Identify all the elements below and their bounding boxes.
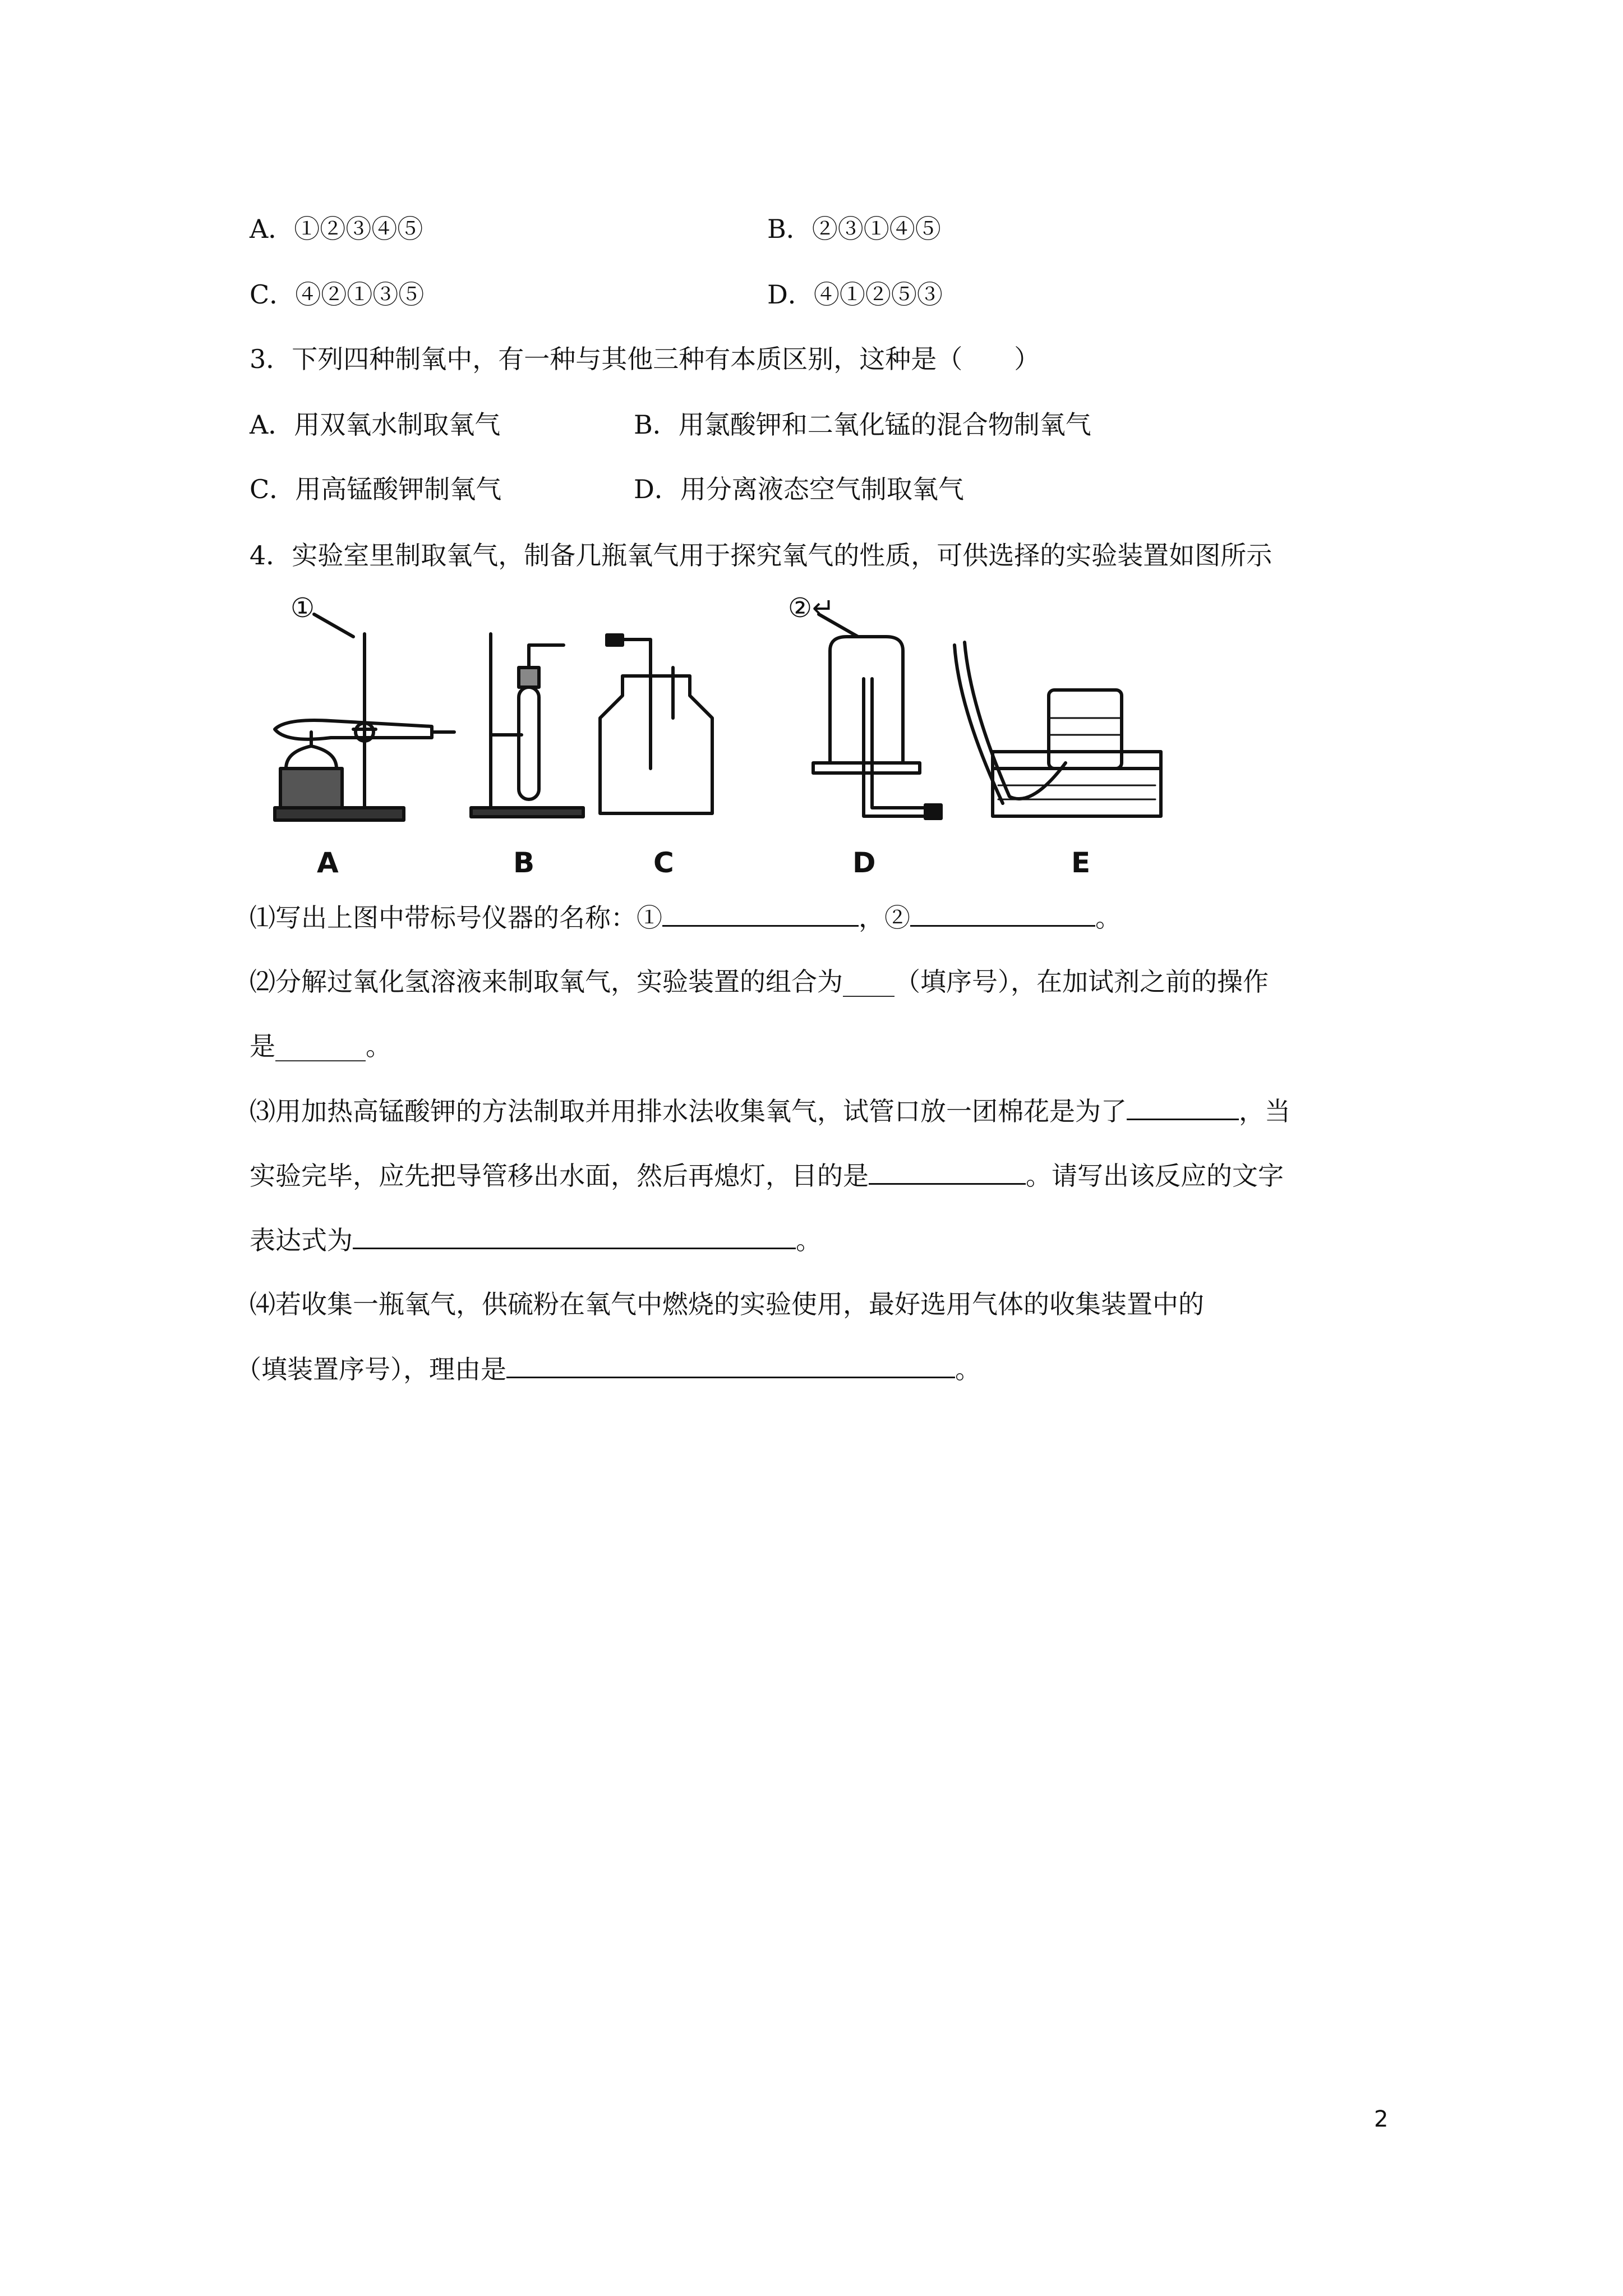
apparatus-label-b: B — [513, 846, 535, 879]
q4-sub2-line2 — [250, 1029, 391, 1063]
q4-sub3-line1-suffix: ，当 — [1239, 1096, 1290, 1126]
q4-sub3-line1 — [250, 1094, 1290, 1128]
q4-sub3-line1-prefix: ⑶用加热高锰酸钾的方法制取并用排水法收集氧气，试管口放一团棉花是为了 — [250, 1096, 1127, 1126]
q2-option-row-2 — [250, 278, 424, 311]
q3-option-c: C．用高锰酸钾制氧气 — [250, 474, 502, 504]
apparatus-d — [813, 637, 941, 818]
apparatus-e — [955, 642, 1161, 816]
q4-sub3-line3-prefix: 表达式为 — [250, 1225, 353, 1255]
q4-sub2-line1-prefix: ⑵分解过氧化氢溶液来制取氧气，实验装置的组合为 — [250, 967, 843, 997]
q4-sub3-line3-end: 。 — [796, 1225, 822, 1255]
q3-option-b: B．用氯酸钾和二氧化锰的混合物制氧气 — [634, 409, 1091, 440]
q2-option-d: D．④①②⑤③ — [767, 279, 943, 310]
q3-stem: 3．下列四种制氧中，有一种与其他三种有本质区别，这种是（ ） — [250, 344, 1040, 374]
apparatus-label-e: E — [1071, 846, 1091, 879]
q2-option-row-1 — [250, 212, 423, 246]
q4-stem: 4．实验室里制取氧气，制备几瓶氧气用于探究氧气的性质，可供选择的实验装置如图所示 — [250, 540, 1272, 570]
q4-sub3-blank-2[interactable] — [869, 1158, 1026, 1185]
q4-sub3-line2-prefix: 实验完毕，应先把导管移出水面，然后再熄灯，目的是 — [250, 1161, 869, 1191]
apparatus-label-a: A — [317, 846, 339, 879]
q4-sub2-line1-blank[interactable]: ____ — [843, 967, 895, 997]
q4-sub1-blank-2[interactable] — [910, 900, 1095, 927]
q4-sub4-blank[interactable] — [506, 1352, 955, 1378]
marker-2-leader-line — [819, 614, 858, 637]
q4-sub2-line2-blank[interactable]: _______ — [275, 1031, 366, 1061]
q2-option-a: A．①②③④⑤ — [250, 214, 423, 244]
q4-sub1-mid: ，② — [859, 903, 910, 933]
q4-sub3-blank-1[interactable] — [1127, 1094, 1239, 1120]
q4-sub2-line1 — [250, 965, 1269, 999]
apparatus-a — [275, 634, 454, 820]
q4-sub3-line2-suffix: 。请写出该反应的文字 — [1026, 1161, 1284, 1191]
q4-sub3-line2 — [250, 1158, 1284, 1193]
q3-option-b-wrap — [634, 408, 1091, 441]
q3-option-c-wrap — [250, 472, 501, 506]
q4-sub4-line2-end: 。 — [955, 1354, 981, 1384]
apparatus-figure-svg — [264, 583, 1183, 886]
q2-option-b: B．②③①④⑤ — [767, 214, 941, 244]
q4-sub3-line3 — [250, 1223, 822, 1257]
q4-sub3-blank-3[interactable] — [353, 1223, 796, 1249]
apparatus-label-c: C — [653, 846, 674, 879]
q4-sub4-line2-prefix: （填装置序号），理由是 — [236, 1354, 506, 1384]
q3-option-d: D．用分离液态空气制取氧气 — [634, 474, 964, 504]
q4-sub2-line2-end: 。 — [366, 1031, 391, 1061]
q3-option-d-wrap — [634, 472, 964, 506]
apparatus-marker-2: ②↵ — [788, 592, 835, 624]
q2-option-d-wrap — [767, 278, 943, 311]
apparatus-marker-1: ① — [291, 592, 315, 624]
q4-sub1-end: 。 — [1095, 903, 1121, 933]
q4-sub1-prefix: ⑴写出上图中带标号仪器的名称：① — [250, 903, 662, 933]
apparatus-c — [600, 635, 712, 813]
q4-sub1 — [250, 900, 1121, 935]
apparatus-b — [471, 634, 583, 817]
q4-sub1-blank-1[interactable] — [662, 900, 859, 927]
page-number: 2 — [1374, 2106, 1389, 2132]
marker-1-leader-line — [314, 614, 353, 637]
apparatus-label-d: D — [852, 846, 876, 879]
q4-sub2-line2-prefix: 是 — [250, 1031, 275, 1061]
q3-option-a: A．用双氧水制取氧气 — [250, 409, 501, 440]
q3-option-a-wrap — [250, 408, 500, 441]
q4-sub2-line1-suffix: （填序号），在加试剂之前的操作 — [895, 967, 1269, 997]
q2-option-c: C．④②①③⑤ — [250, 279, 425, 310]
q4-sub4-line1: ⑷若收集一瓶氧气，供硫粉在氧气中燃烧的实验使用，最好选用气体的收集装置中的 — [250, 1289, 1204, 1319]
q2-option-b-wrap — [767, 212, 941, 246]
q4-sub4-line2 — [236, 1352, 981, 1386]
apparatus-figure — [264, 583, 1183, 886]
